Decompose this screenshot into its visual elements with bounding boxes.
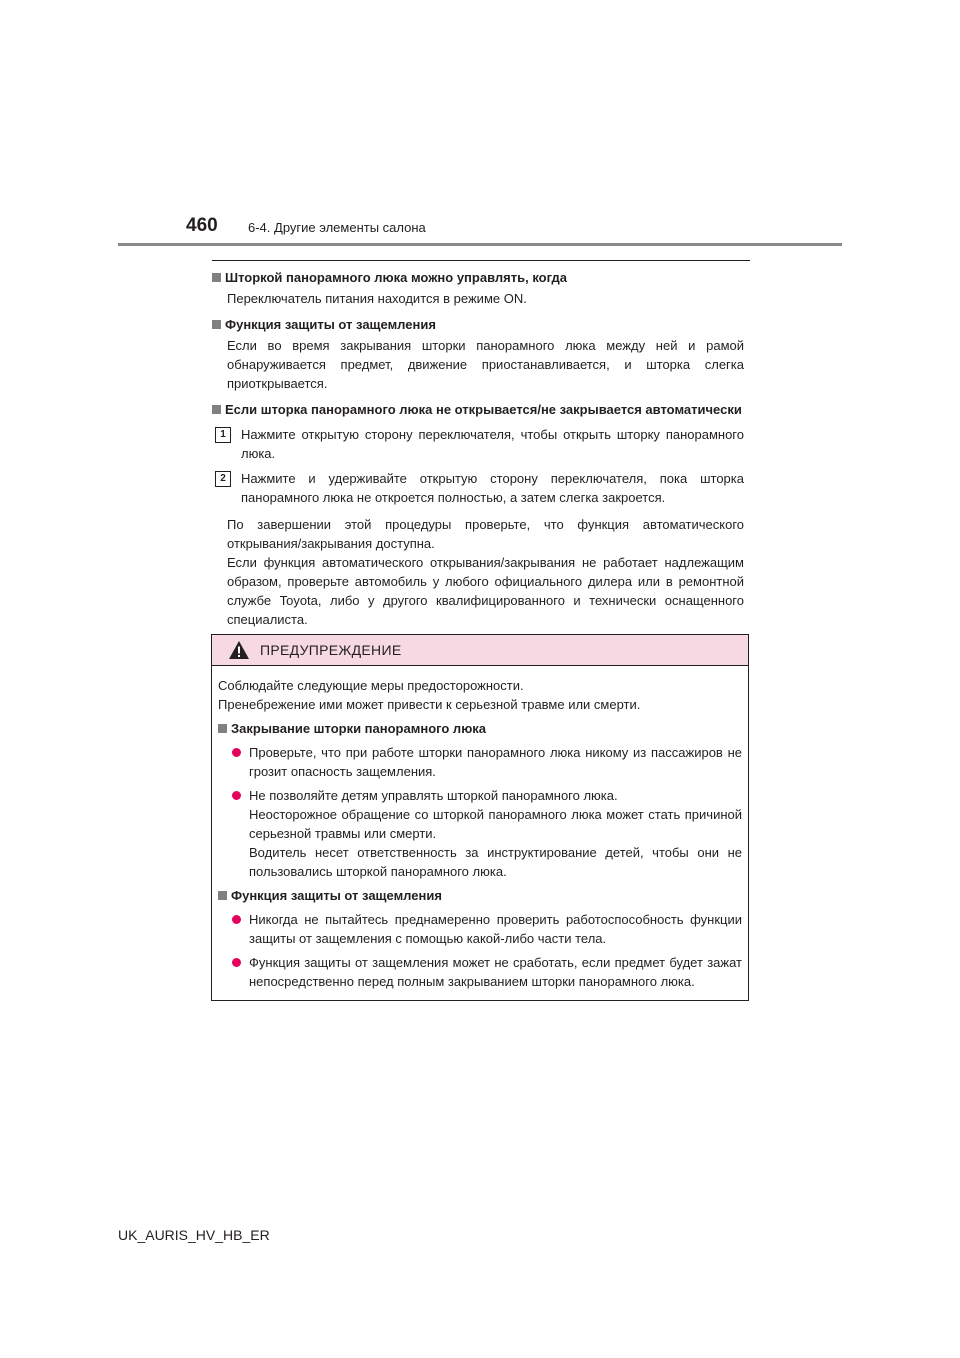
warning-bullet bbox=[232, 743, 742, 781]
content-rule bbox=[212, 260, 750, 261]
warning-subsection-heading bbox=[218, 886, 742, 905]
bullet-dot-icon bbox=[232, 748, 241, 757]
warning-triangle-icon bbox=[228, 640, 250, 660]
square-bullet-icon bbox=[212, 405, 221, 414]
warning-bullet-text: Проверьте, что при работе шторки панорамного люка никому из пассажиров не грозит опасность защемления. bbox=[249, 745, 742, 779]
section-paragraph: Если во время закрывания шторки панорамного люка между ней и рамой обнаруживается предмет, движение приостанавливается, и шторка слегка приоткрывается. bbox=[227, 338, 744, 391]
square-bullet-icon bbox=[212, 273, 221, 282]
step-item bbox=[212, 425, 750, 463]
square-bullet-icon bbox=[212, 320, 221, 329]
square-bullet-icon bbox=[218, 891, 227, 900]
warning-bullet-text: Никогда не пытайтесь преднамеренно проверить работоспособность функции защиты от защемления с помощью какой-либо части тела. bbox=[249, 912, 742, 946]
warning-bullet bbox=[232, 910, 742, 948]
footer-model-code: UK_AURIS_HV_HB_ER bbox=[118, 1227, 270, 1243]
section-heading bbox=[212, 400, 750, 419]
warning-body bbox=[212, 666, 748, 991]
step-number: 2 bbox=[215, 471, 231, 487]
step-number: 1 bbox=[215, 427, 231, 443]
warning-subsection-heading-text: Функция защиты от защемления bbox=[231, 888, 442, 903]
square-bullet-icon bbox=[218, 724, 227, 733]
section-paragraph: Переключатель питания находится в режиме ON. bbox=[227, 291, 527, 306]
section-heading-text: Функция защиты от защемления bbox=[225, 317, 436, 332]
section-heading bbox=[212, 268, 750, 287]
warning-title: ПРЕДУПРЕЖДЕНИЕ bbox=[260, 642, 402, 658]
warning-intro: Пренебрежение ими может привести к серьезной травме или смерти. bbox=[218, 697, 641, 712]
bullet-dot-icon bbox=[232, 958, 241, 967]
warning-subsection-heading bbox=[218, 719, 742, 738]
step-text: Нажмите и удерживайте открытую сторону переключателя, пока шторка панорамного люка не откроется полностью, а затем слегка закроется. bbox=[241, 471, 744, 505]
warning-bullet-text: Не позволяйте детям управлять шторкой панорамного люка. Неосторожное обращение со шторкой панорамного люка может стать причиной серьезной травмы или смерти. Водитель несет ответственность за инструктирование детей, чтобы они не пользовались шторкой панорамного люка. bbox=[249, 788, 742, 879]
step-item bbox=[212, 469, 750, 507]
bullet-dot-icon bbox=[232, 915, 241, 924]
warning-intro: Соблюдайте следующие меры предосторожности. bbox=[218, 678, 524, 693]
main-content bbox=[212, 268, 750, 629]
section-paragraph: По завершении этой процедуры проверьте, что функция автоматического открывания/закрывания доступна. bbox=[227, 517, 744, 551]
section-heading bbox=[212, 315, 750, 334]
section-heading-text: Если шторка панорамного люка не открывается/не закрывается автоматически bbox=[225, 402, 742, 417]
warning-bullet bbox=[232, 953, 742, 991]
section-heading-text: Шторкой панорамного люка можно управлять, когда bbox=[225, 270, 567, 285]
page-number: 460 bbox=[186, 215, 218, 236]
warning-subsection-heading-text: Закрывание шторки панорамного люка bbox=[231, 721, 487, 736]
section-paragraph: Если функция автоматического открывания/закрывания не работает надлежащим образом, проверьте автомобиль у любого официального дилера или в ремонтной службе Toyota, либо у другого квалифицированного и технически оснащенного специалиста. bbox=[227, 555, 744, 627]
warning-bullet-text: Функция защиты от защемления может не сработать, если предмет будет зажат непосредственно перед полным закрыванием шторки панорамного люка. bbox=[249, 955, 742, 989]
warning-header bbox=[212, 635, 748, 666]
header-rule bbox=[118, 243, 842, 246]
header-section-title: 6-4. Другие элементы салона bbox=[248, 220, 426, 235]
warning-box bbox=[211, 634, 749, 1001]
warning-bullet bbox=[232, 786, 742, 881]
bullet-dot-icon bbox=[232, 791, 241, 800]
step-text: Нажмите открытую сторону переключателя, чтобы открыть шторку панорамного люка. bbox=[241, 427, 744, 461]
